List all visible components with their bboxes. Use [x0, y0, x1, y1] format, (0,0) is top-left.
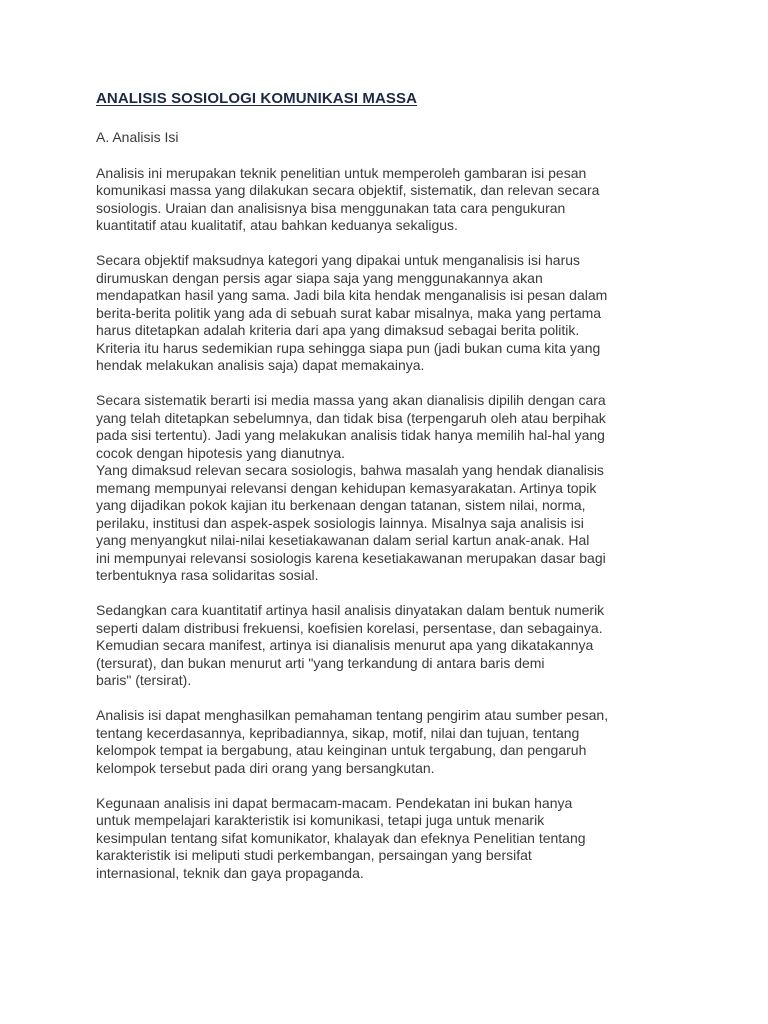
paragraph-line: Secara objektif maksudnya kategori yang dipakai untuk menganalisis isi harus: [96, 252, 581, 268]
paragraph-1: [96, 165, 671, 235]
paragraph-2: [96, 252, 671, 375]
paragraph-line: Kemudian secara manifest, artinya isi dianalisis menurut apa yang dikatakannya: [96, 637, 594, 653]
document-title: ANALISIS SOSIOLOGI KOMUNIKASI MASSA: [96, 90, 418, 107]
paragraph-line: yang telah ditetapkan sebelumnya, dan tidak bisa (terpengaruh oleh atau berpihak: [96, 409, 606, 426]
paragraph-line: Analisis ini merupakan teknik penelitian untuk memperoleh gambaran isi pesan: [96, 164, 587, 181]
paragraph-line: terbentuknya rasa solidaritas sosial.: [96, 567, 319, 583]
paragraph-line: komunikasi massa yang dilakukan secara objektif, sistematik, dan relevan secara: [96, 182, 600, 198]
paragraph-line: kesimpulan tentang sifat komunikator, khalayak dan efeknya Penelitian tentang: [96, 829, 586, 846]
paragraph-line: harus ditetapkan adalah kriteria dari apa yang dimaksud sebagai berita politik.: [96, 322, 580, 338]
paragraph-line: berita-berita politik yang ada di sebuah surat kabar misalnya, maka yang pertama: [96, 304, 602, 321]
paragraph-line: baris" (tersirat).: [96, 672, 192, 688]
paragraph-7: [96, 795, 671, 883]
paragraph-line: yang dijadikan pokok kajian itu berkenaan dengan tatanan, sistem nilai, norma,: [96, 497, 586, 513]
paragraph-5: [96, 602, 671, 690]
paragraph-line: tentang kecerdasannya, kepribadiannya, sikap, motif, nilai dan tujuan, tentang: [96, 724, 580, 741]
paragraph-line: internasional, teknik dan gaya propaganda.: [96, 864, 364, 881]
paragraph-6: [96, 707, 671, 777]
paragraph-line: seperti dalam distribusi frekuensi, koefisien korelasi, persentase, dan sebagainya.: [96, 619, 603, 636]
document-page: [96, 90, 671, 900]
paragraph-line: cocok dengan hipotesis yang dianutnya.: [96, 444, 346, 461]
paragraph-line: ini mempunyai relevansi sosiologis karena kesetiakawanan merupakan dasar bagi: [96, 549, 606, 566]
paragraph-line: sosiologis. Uraian dan analisisnya bisa menggunakan tata cara pengukuran: [96, 199, 566, 216]
paragraph-line: Yang dimaksud relevan secara sosiologis, bahwa masalah yang hendak dianalisis: [96, 462, 604, 478]
paragraph-line: kuantitatif atau kualitatif, atau bahkan keduanya sekaligus.: [96, 217, 458, 233]
paragraph-line: kelompok tersebut pada diri orang yang bersangkutan.: [96, 759, 435, 776]
paragraph-line: Sedangkan cara kuantitatif artinya hasil analisis dinyatakan dalam bentuk numerik: [96, 602, 605, 618]
paragraph-line: untuk mempelajari karakteristik isi komunikasi, tetapi juga untuk menarik: [96, 812, 545, 828]
paragraph-line: dirumuskan dengan persis agar siapa saja yang menggunakannya akan: [96, 269, 543, 286]
paragraph-line: hendak melakukan analisis saja) dapat memakainya.: [96, 357, 425, 373]
paragraph-line: memang mempunyai relevansi dengan kehidupan kemasyarakatan. Artinya topik: [96, 479, 597, 496]
paragraph-line: mendapatkan hasil yang sama. Jadi bila kita hendak menganalisis isi pesan dalam: [96, 287, 608, 303]
paragraph-line: Kegunaan analisis ini dapat bermacam-macam. Pendekatan ini bukan hanya: [96, 794, 573, 811]
paragraph-line: yang menyangkut nilai-nilai kesetiakawanan dalam serial kartun anak-anak. Hal: [96, 532, 590, 548]
paragraph-line: karakteristik isi meliputi studi perkembangan, persaingan yang bersifat: [96, 847, 532, 863]
section-heading: A. Analisis Isi: [96, 129, 179, 145]
paragraph-line: (tersurat), dan bukan menurut arti "yang terkandung di antara baris demi: [96, 654, 545, 671]
paragraph-3: [96, 392, 671, 462]
paragraph-line: Secara sistematik berarti isi media massa yang akan dianalisis dipilih dengan cara: [96, 392, 606, 408]
paragraph-4: [96, 462, 671, 585]
paragraph-line: kelompok tempat ia bergabung, atau keinginan untuk tergabung, dan pengaruh: [96, 742, 587, 758]
paragraph-line: Kriteria itu harus sedemikian rupa sehingga siapa pun (jadi bukan cuma kita yang: [96, 339, 601, 356]
paragraph-line: perilaku, institusi dan aspek-aspek sosiologis lainnya. Misalnya saja analisis isi: [96, 514, 584, 531]
paragraph-line: Analisis isi dapat menghasilkan pemahaman tentang pengirim atau sumber pesan,: [96, 707, 609, 723]
paragraph-line: pada sisi tertentu). Jadi yang melakukan analisis tidak hanya memilih hal-hal yang: [96, 427, 605, 443]
